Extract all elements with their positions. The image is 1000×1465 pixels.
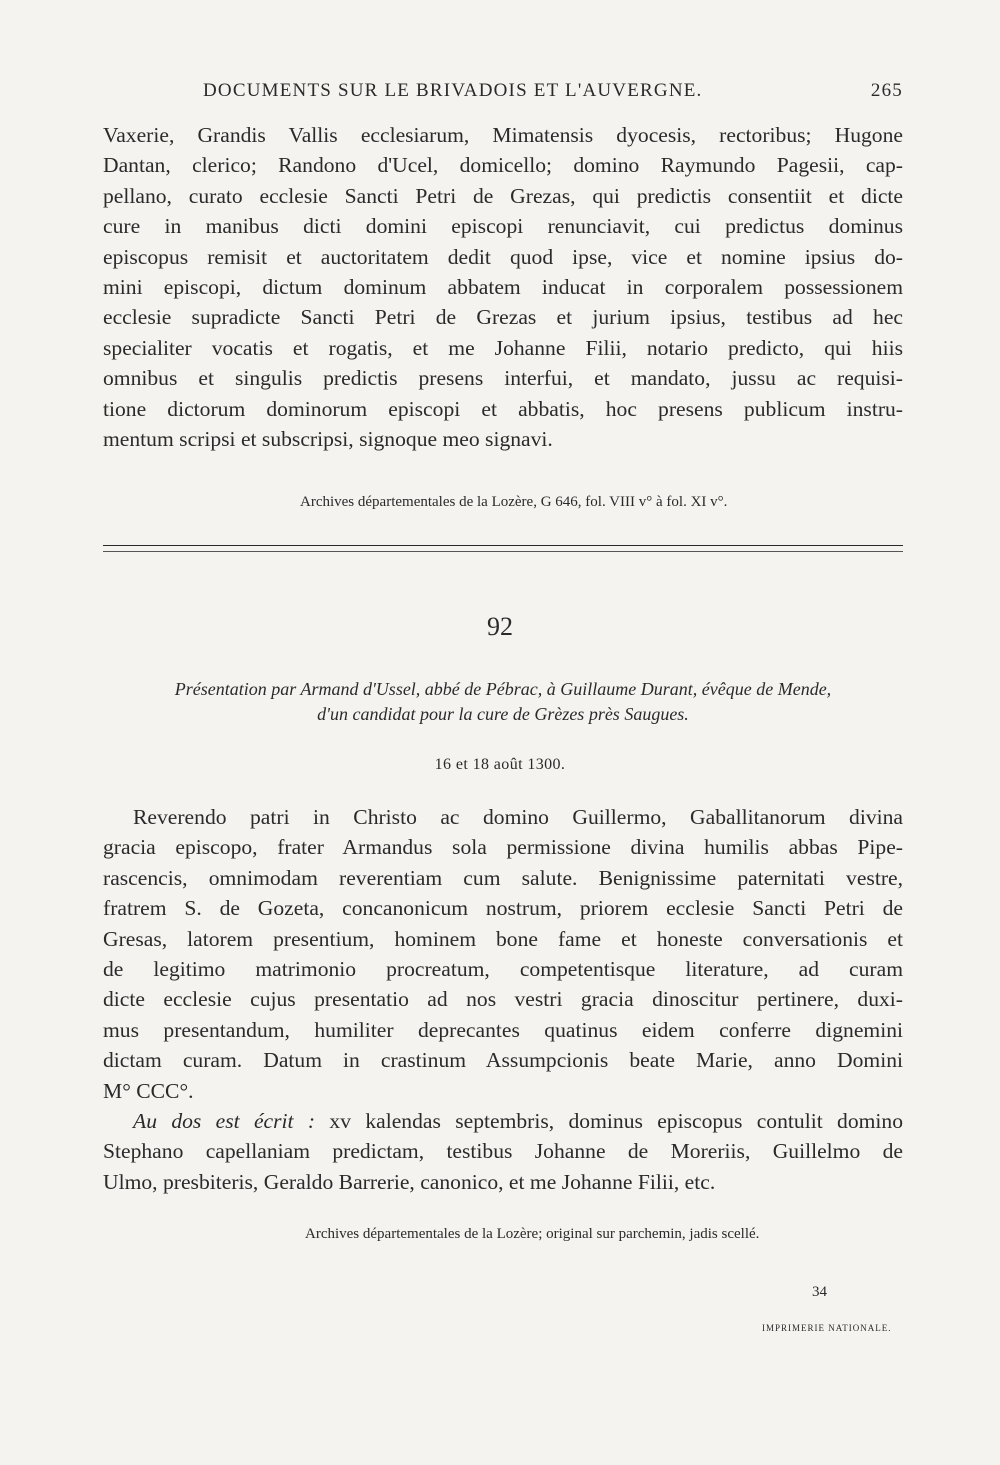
doc91-source: Archives départementales de la Lozère, G 646, fol. VIII v° à fol. XI v°.	[300, 494, 728, 510]
section-divider	[103, 545, 903, 546]
document-number: 92	[487, 612, 513, 641]
text-line: Reverendo patri in Christo ac domino Guillermo, Gaballitanorum divina	[133, 805, 903, 829]
text-line: cure in manibus dicti domini episcopi renunciavit, cui predictus dominus	[103, 214, 903, 239]
text-line: gracia episcopo, frater Armandus sola permissione divina humilis abbas Pipe-	[103, 835, 903, 860]
imprint: IMPRIMERIE NATIONALE.	[762, 1323, 892, 1333]
text-line: Vaxerie, Grandis Vallis ecclesiarum, Mimatensis dyocesis, rectoribus; Hugone	[103, 123, 903, 147]
doc92-source: Archives départementales de la Lozère; original sur parchemin, jadis scellé.	[305, 1226, 760, 1242]
text-line: mus presentandum, humiliter deprecantes quatinus eidem conferre dignemini	[103, 1017, 903, 1042]
dorse-label: Au dos est écrit :	[133, 1109, 316, 1134]
text-line: Ulmo, presbiteris, Geraldo Barrerie, canonico, et me Johanne Filii, etc.	[103, 1169, 716, 1194]
text-line: mentum scripsi et subscripsi, signoque meo signavi.	[103, 427, 553, 452]
dorse-text: xv kalendas septembris, dominus episcopus contulit domino	[315, 1109, 904, 1134]
text-line: mini episcopi, dictum dominum abbatem inducat in corporalem possessionem	[103, 275, 903, 300]
document-title	[103, 677, 903, 727]
section-divider-thin	[103, 551, 903, 552]
text-line: fratrem S. de Gozeta, concanonicum nostrum, priorem ecclesie Sancti Petri de	[103, 896, 903, 921]
title-line: Présentation par Armand d'Ussel, abbé de Pébrac, à Guillaume Durant, évêque de Mende,	[174, 679, 832, 699]
text-line: rascencis, omnimodam reverentiam cum salute. Benignissime paternitati vestre,	[103, 865, 903, 890]
text-line: specialiter vocatis et rogatis, et me Johanne Filii, notario predicto, qui hiis	[103, 335, 903, 360]
text-line: Gresas, latorem presentium, hominem bone fame et honeste conversationis et	[103, 926, 903, 951]
text-line: omnibus et singulis predictis presens interfui, et mandato, jussu ac requisi-	[103, 366, 903, 391]
text-line: de legitimo matrimonio procreatum, competentisque literature, ad curam	[103, 957, 903, 982]
text-line	[103, 1106, 903, 1136]
text-line: Dantan, clerico; Randono d'Ucel, domicello; domino Raymundo Pagesii, cap-	[103, 153, 903, 178]
title-line: d'un candidat pour la cure de Grèzes près Saugues.	[317, 704, 689, 724]
running-title: DOCUMENTS SUR LE BRIVADOIS ET L'AUVERGNE.	[203, 80, 703, 101]
text-line: pellano, curato ecclesie Sancti Petri de Grezas, qui predictis consentiit et dicte	[103, 183, 903, 208]
page-number: 265	[870, 80, 903, 101]
text-line: tione dictorum dominorum episcopi et abbatis, hoc presens publicum instru-	[103, 396, 903, 421]
signature-mark: 34	[812, 1284, 827, 1300]
text-line: ecclesie supradicte Sancti Petri de Grezas et jurium ipsius, testibus ad hec	[103, 305, 903, 330]
text-line: M° CCC°.	[103, 1078, 194, 1103]
text-line: Stephano capellaniam predictam, testibus Johanne de Moreriis, Guillelmo de	[103, 1139, 903, 1164]
doc91-body	[103, 120, 903, 454]
text-line: episcopus remisit et auctoritatem dedit quod ipse, vice et nomine ipsius do-	[103, 244, 903, 269]
text-line: dicte ecclesie cujus presentatio ad nos vestri gracia dinoscitur pertinere, duxi-	[103, 987, 903, 1012]
doc92-body	[103, 802, 903, 1197]
text-line: dictam curam. Datum in crastinum Assumpcionis beate Marie, anno Domini	[103, 1048, 903, 1073]
document-date: 16 et 18 août 1300.	[434, 756, 566, 773]
